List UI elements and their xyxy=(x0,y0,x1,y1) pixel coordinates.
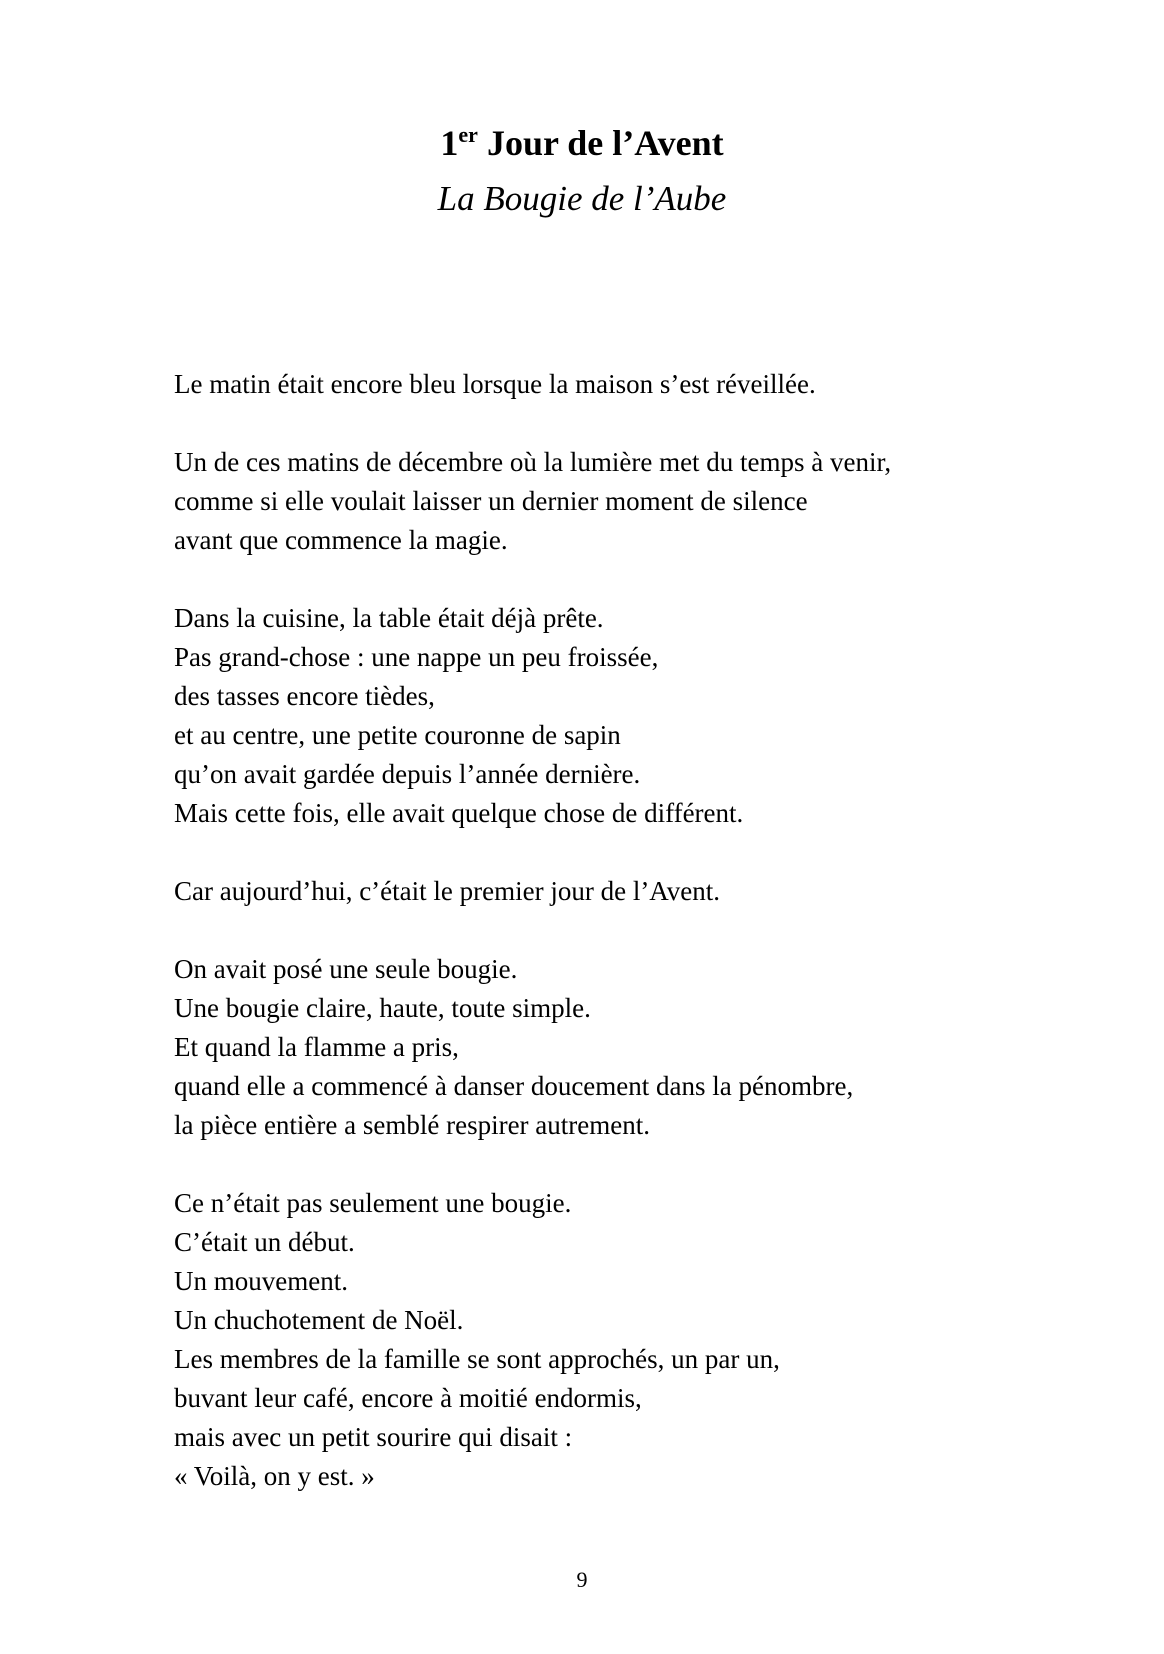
chapter-number-superscript: er xyxy=(458,122,478,147)
chapter-title-text: Jour de l’Avent xyxy=(477,123,724,163)
text-line: Ce n’était pas seulement une bougie. xyxy=(174,1188,572,1218)
text-line: Car aujourd’hui, c’était le premier jour de l’Avent. xyxy=(174,876,721,906)
text-line: Une bougie claire, haute, toute simple. xyxy=(174,993,591,1023)
text-line: Dans la cuisine, la table était déjà prête. xyxy=(174,603,604,633)
text-line: quand elle a commencé à danser doucement dans la pénombre, xyxy=(174,1071,854,1101)
stanza xyxy=(174,1184,1074,1496)
story-text xyxy=(174,365,1074,1535)
text-line: Pas grand-chose : une nappe un peu froissée, xyxy=(174,642,659,672)
text-line: « Voilà, on y est. » xyxy=(174,1461,375,1491)
text-line: Le matin était encore bleu lorsque la maison s’est réveillée. xyxy=(174,369,816,399)
stanza xyxy=(174,872,1074,911)
text-line: Un chuchotement de Noël. xyxy=(174,1305,464,1335)
text-line: Mais cette fois, elle avait quelque chose de différent. xyxy=(174,798,744,828)
text-line: buvant leur café, encore à moitié endormis, xyxy=(174,1383,642,1413)
stanza xyxy=(174,365,1074,404)
text-line: Et quand la flamme a pris, xyxy=(174,1032,459,1062)
text-line: qu’on avait gardée depuis l’année dernière. xyxy=(174,759,641,789)
text-line: et au centre, une petite couronne de sapin xyxy=(174,720,621,750)
text-line: avant que commence la magie. xyxy=(174,525,508,555)
stanza xyxy=(174,599,1074,833)
text-line: Les membres de la famille se sont approchés, un par un, xyxy=(174,1344,780,1374)
text-line: On avait posé une seule bougie. xyxy=(174,954,518,984)
chapter-title xyxy=(0,121,1164,165)
text-line: la pièce entière a semblé respirer autrement. xyxy=(174,1110,650,1140)
stanza xyxy=(174,443,1074,560)
page-number: 9 xyxy=(576,1567,588,1592)
text-line: Un de ces matins de décembre où la lumière met du temps à venir, xyxy=(174,447,892,477)
chapter-number: 1 xyxy=(440,123,459,163)
text-line: Un mouvement. xyxy=(174,1266,348,1296)
text-line: C’était un début. xyxy=(174,1227,355,1257)
stanza xyxy=(174,950,1074,1145)
text-line: mais avec un petit sourire qui disait : xyxy=(174,1422,573,1452)
text-line: comme si elle voulait laisser un dernier moment de silence xyxy=(174,486,808,516)
text-line: des tasses encore tièdes, xyxy=(174,681,435,711)
chapter-subtitle: La Bougie de l’Aube xyxy=(437,179,727,218)
